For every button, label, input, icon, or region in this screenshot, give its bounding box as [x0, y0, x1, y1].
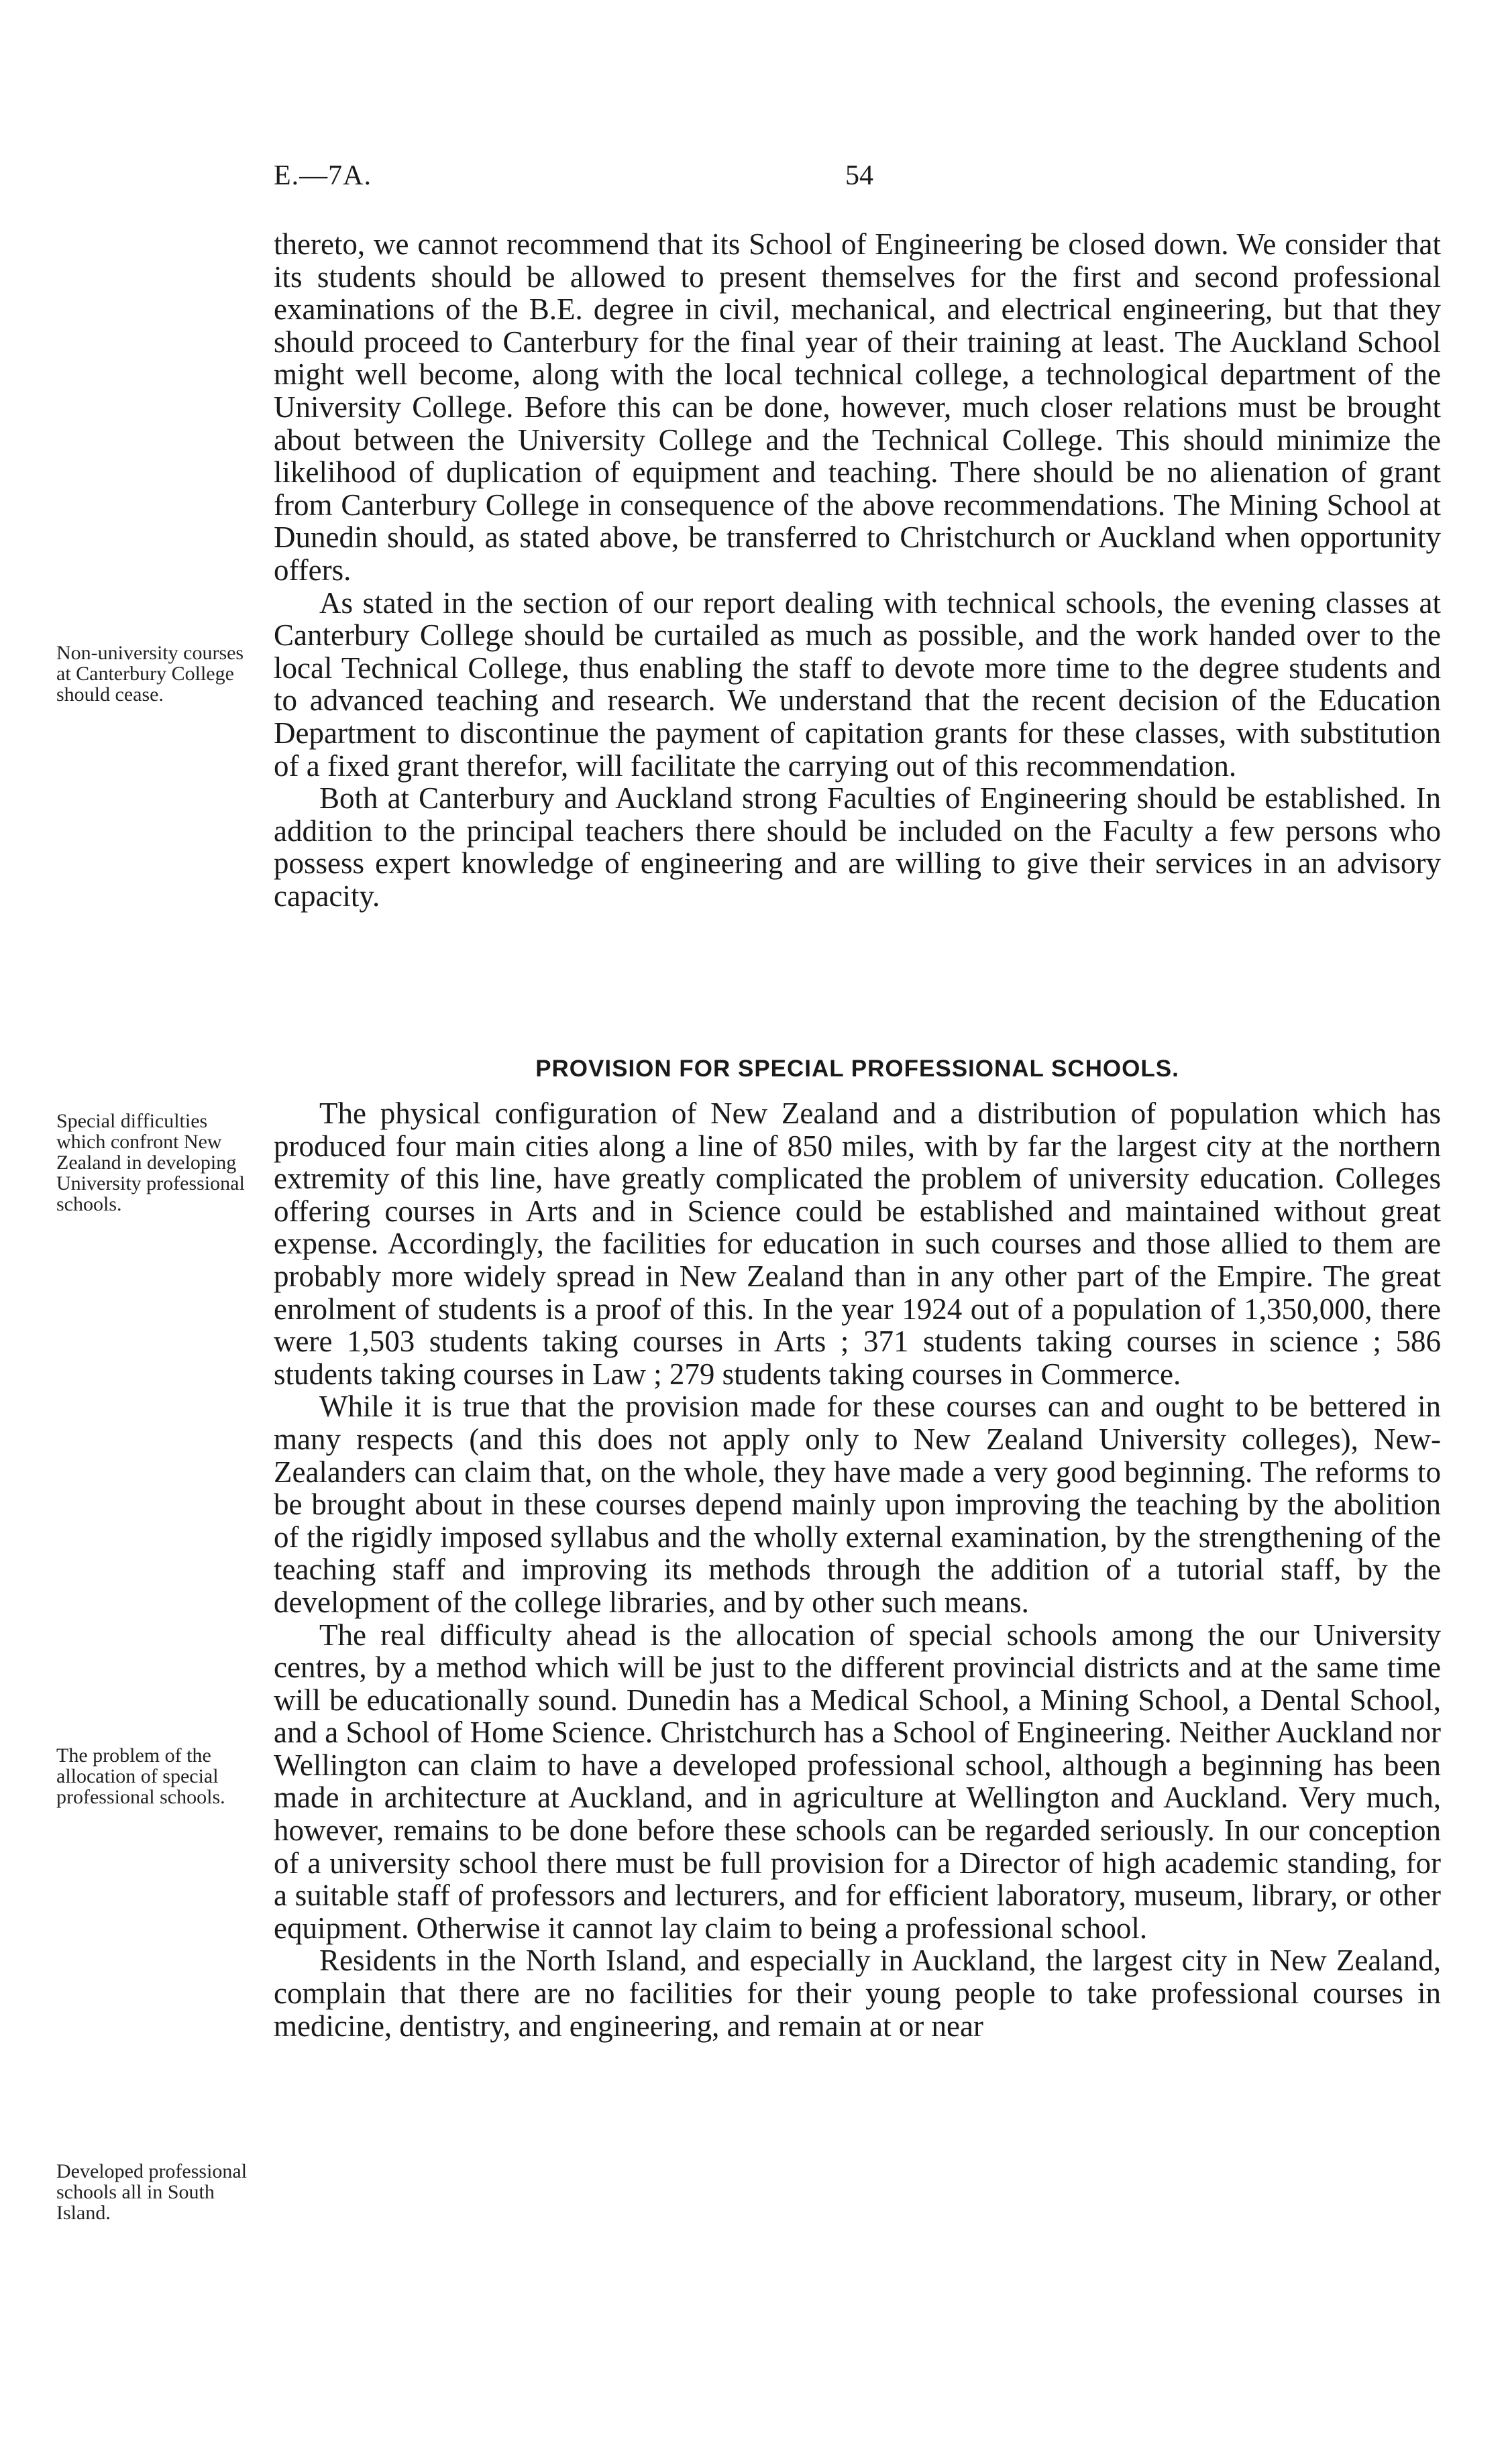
- paragraph: Both at Canterbury and Auckland strong Faculties of Engineering should be established. In addition to the principal teachers there should be included on the Faculty a few persons who possess expert knowledge of engineering and are willing to give their services in an advisory capacity.: [274, 781, 1441, 913]
- side-note: Developed professional schools all in South Island.: [56, 2160, 248, 2224]
- paragraph: The real difficulty ahead is the allocation of special schools among the our University centres, by a method which will be just to the different provincial districts and at the same time will be educationally sound. Dunedin has a Medical School, a Mining School, a Dental School, and a School of Home Science. Christchurch has a School of Engineering. Neither Auckland nor Wellington can claim to have a developed professional school, although a beginning has been made in architecture at Auckland, and in agriculture at Wellington and Auckland. Very much, however, remains to be done before these schools can be regarded seriously. In our conception of a university school there must be full provision for a Director of high academic standing, for a suitable staff of professors and lecturers, and for efficient laboratory, museum, library, or other equipment. Otherwise it cannot lay claim to being a professional school.: [274, 1618, 1441, 1945]
- side-note: Special difficulties which confront New Zealand in developing University professional schools.: [56, 1110, 245, 1215]
- side-note: The problem of the allocation of special professional schools.: [56, 1744, 225, 1808]
- body-text-bottom: [274, 1097, 1441, 2042]
- paragraph: Residents in the North Island, and especially in Auckland, the largest city in New Zealand, complain that there are no facilities for their young people to take professional courses in medicine, dentistry, and engineering, and remain at or near: [274, 1944, 1441, 2043]
- document-reference: E.—7A.: [274, 160, 372, 191]
- section-heading: PROVISION FOR SPECIAL PROFESSIONAL SCHOOLS.: [535, 1056, 1179, 1082]
- paragraph: thereto, we cannot recommend that its School of Engineering be closed down. We consider that its students should be allowed to present themselves for the first and second professional examinations of the B.E. degree in civil, mechanical, and electrical engineering, but that they should proceed to Canterbury for the final year of their training at least. The Auckland School might well become, along with the local technical college, a technological department of the University College. Before this can be done, however, much closer relations must be brought about between the University College and the Technical College. This should minimize the likelihood of duplication of equipment and teaching. There should be no alienation of grant from Canterbury College in consequence of the above recommendations. The Mining School at Dunedin should, as stated above, be transferred to Christchurch or Auckland when opportunity offers.: [274, 227, 1441, 587]
- paragraph: The physical configuration of New Zealand and a distribution of population which has produced four main cities along a line of 850 miles, with by far the largest city at the northern extremity of this line, have greatly complicated the problem of university education. Colleges offering courses in Arts and in Science could be established and maintained without great expense. Accordingly, the facilities for education in such courses and those allied to them are probably more widely spread in New Zealand than in any other part of the Empire. The great enrolment of students is a proof of this. In the year 1924 out of a population of 1,350,000, there were 1,503 students taking courses in Arts ; 371 students taking courses in science ; 586 students taking courses in Law ; 279 students taking courses in Commerce.: [274, 1097, 1441, 1391]
- paragraph: While it is true that the provision made for these courses can and ought to be bettered in many respects (and this does not apply only to New Zealand University colleges), New-Zealanders can claim that, on the whole, they have made a very good beginning. The reforms to be brought about in these courses depend mainly upon improving the teaching by the abolition of the rigidly imposed syllabus and the wholly external examination, by the strengthening of the teaching staff and improving its methods through the addition of a tutorial staff, by the development of the college libraries, and by other such means.: [274, 1390, 1441, 1619]
- page-header: [274, 160, 1414, 200]
- paragraph: As stated in the section of our report dealing with technical schools, the evening classes at Canterbury College should be curtailed as much as possible, and the work handed over to the local Technical College, thus enabling the staff to devote more time to the degree students and to advanced teaching and research. We understand that the recent decision of the Education Department to discontinue the payment of capitation grants for these classes, with substitution of a fixed grant therefor, will facilitate the carrying out of this recommendation.: [274, 585, 1441, 783]
- page-number: 54: [845, 160, 873, 191]
- side-note: Non-university courses at Canterbury College should cease.: [56, 642, 244, 706]
- body-text-top: [274, 228, 1441, 912]
